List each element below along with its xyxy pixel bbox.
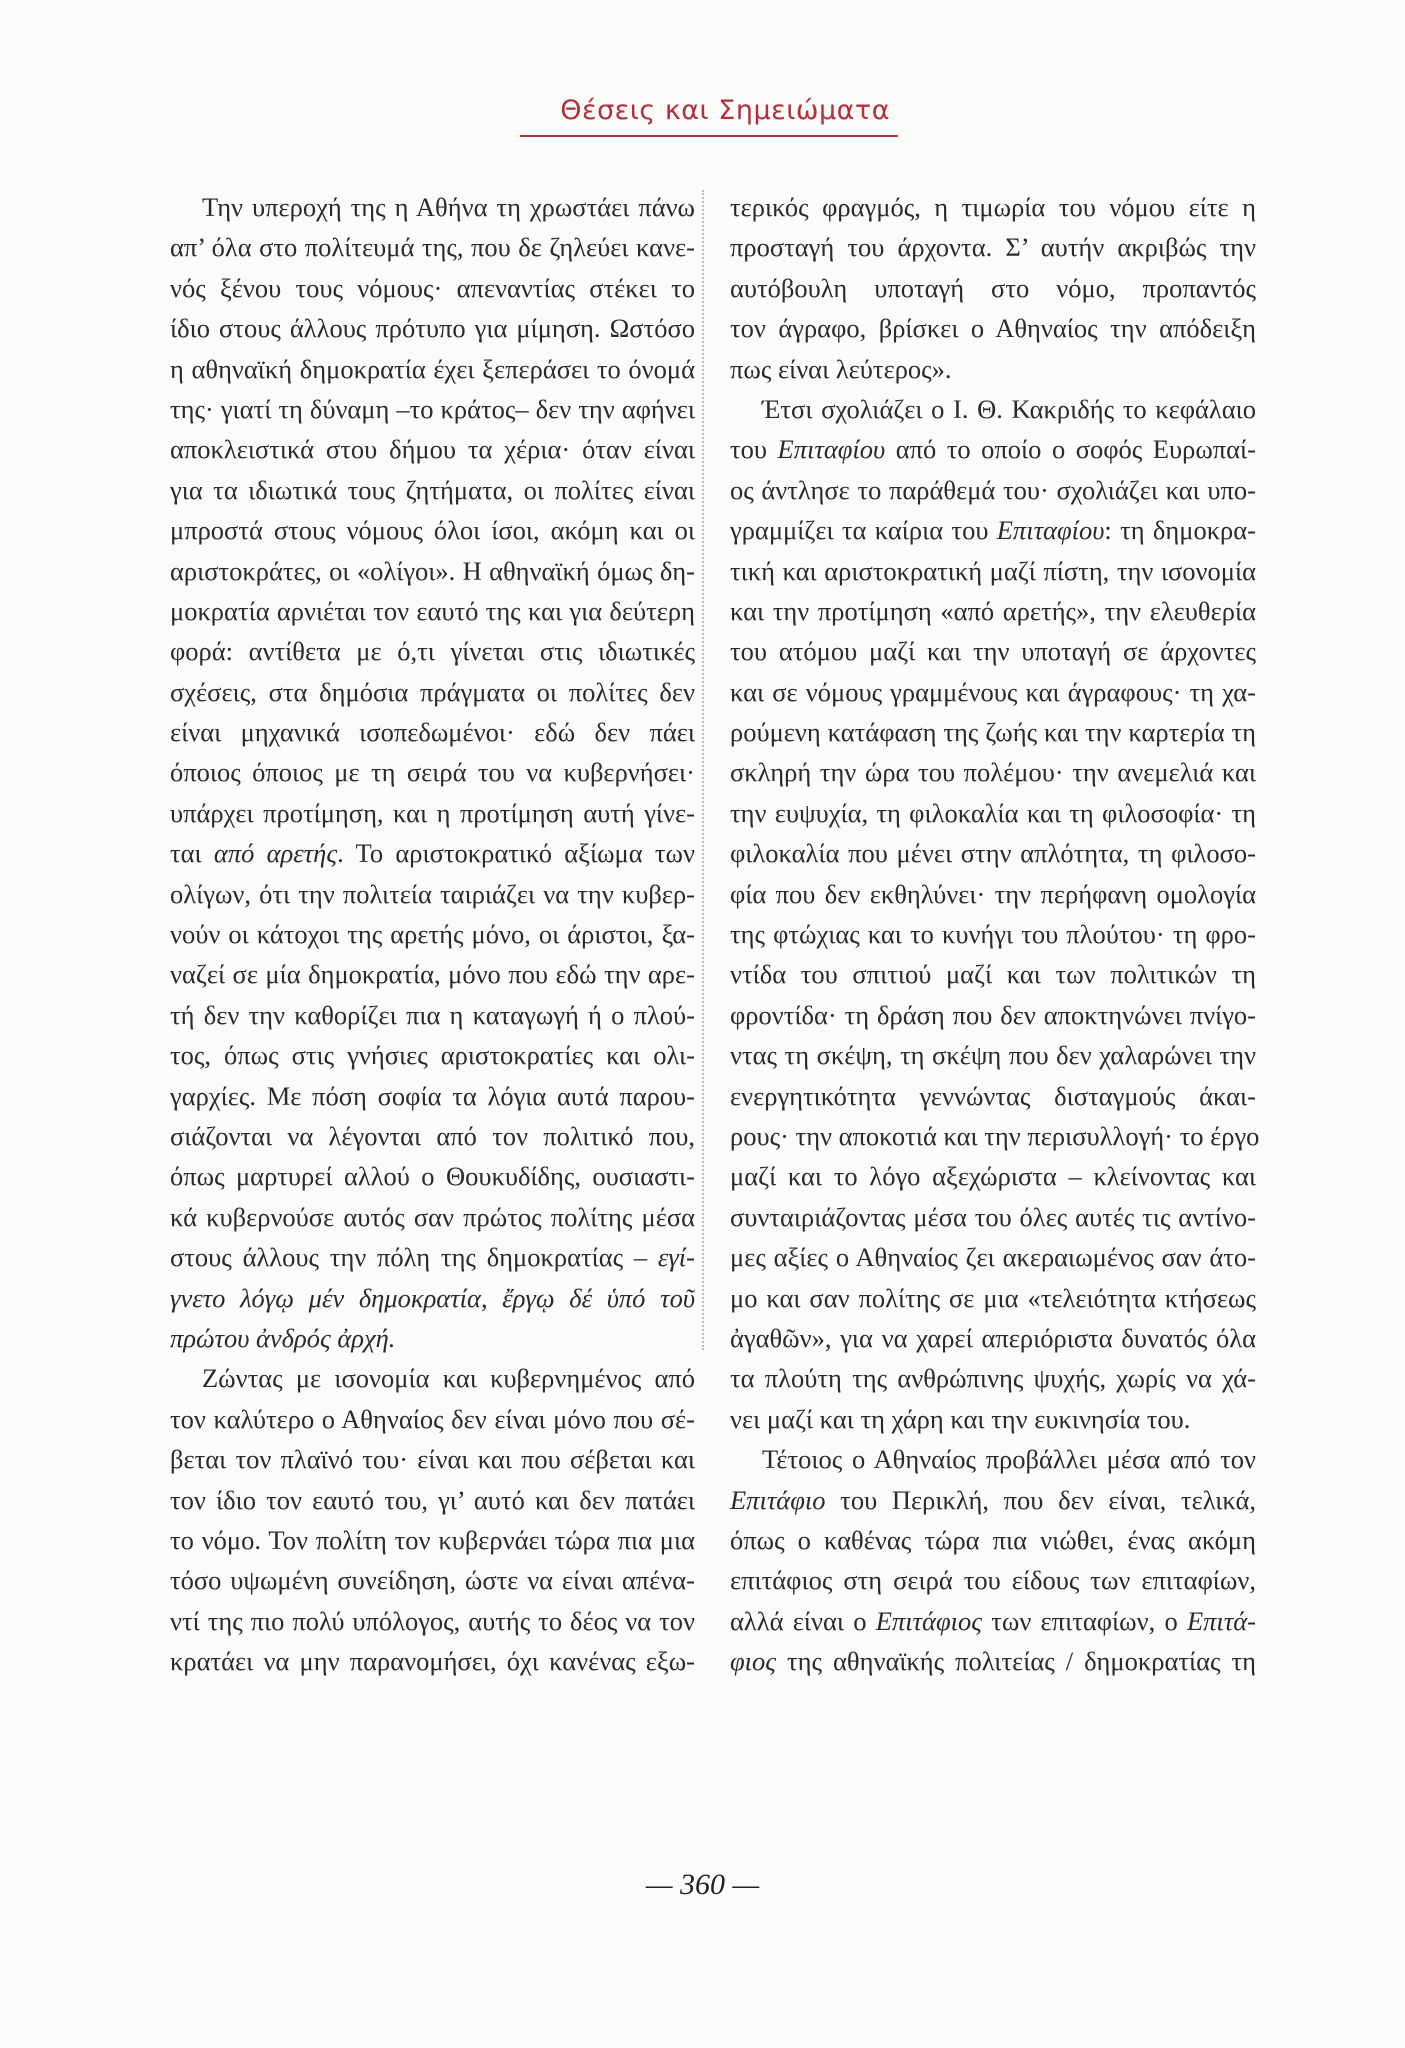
text-segment: για τα ιδιωτικά τους ζητήματα, οι πολίτες είναι (170, 474, 695, 505)
text-segment: από το οποίο ο σοφός Ευρωπαί- (885, 434, 1256, 465)
text-segment: μες αξίες ο Αθηναίος ζει ακεραιωμένος σαν άτο- (730, 1242, 1256, 1273)
text-segment: την ευψυχία, τη φιλοκαλία και τη φιλοσοφία· τη (730, 797, 1256, 828)
text-segment: φορά: αντίθετα με ό,τι γίνεται στις ιδιωτικές (170, 636, 695, 667)
text-segment: τα πλούτη της ανθρώπινης ψυχής, χωρίς να χά- (730, 1363, 1256, 1394)
text-line (730, 1116, 1260, 1156)
text-segment: : τη δημοκρα- (1104, 515, 1256, 546)
text-segment: κά κυβερνούσε αυτός σαν πρώτος πολίτης μέσα (170, 1201, 695, 1232)
text-line (170, 995, 695, 1035)
text-segment: ντας τη σκέψη, τη σκέψη που δεν χαλαρώνει την (730, 1040, 1256, 1071)
text-line (170, 1116, 695, 1156)
text-segment: αυτόβουλη υποταγή στο νόμο, προπαντός (730, 272, 1256, 303)
text-segment: υπάρχει προτίμηση, και η προτίμηση αυτή γίνε- (170, 797, 695, 828)
italic-text: φιος (730, 1646, 777, 1677)
text-line (170, 227, 695, 267)
text-line (170, 551, 695, 591)
text-segment: Τέτοιος ο Αθηναίος προβάλλει μέσα από τον (762, 1444, 1256, 1475)
text-line (170, 1560, 695, 1600)
italic-text: Επιτά- (1186, 1605, 1256, 1636)
text-segment: τον καλύτερο ο Αθηναίος δεν είναι μόνο που σέ- (170, 1403, 695, 1434)
text-line (170, 833, 695, 873)
text-line (170, 1035, 695, 1075)
text-line (170, 1076, 695, 1116)
text-line (730, 752, 1256, 792)
text-line (170, 268, 695, 308)
text-segment: ρους· την αποκοτιά και την περισυλλογή· το έργο (730, 1120, 1260, 1151)
text-line (170, 1318, 695, 1358)
text-line (730, 1237, 1256, 1277)
text-segment: ἀγαθῶν», για να χαρεί απεριόριστα δυνατός όλα (730, 1322, 1256, 1353)
text-segment: και την προτίμηση «από αρετής», την ελευθερία (730, 595, 1256, 626)
text-line (170, 187, 695, 227)
text-line (170, 1601, 695, 1641)
text-segment: Έτσι σχολιάζει ο Ι. Θ. Κακριδής το κεφάλαιο (762, 393, 1256, 424)
text-segment: . Το αριστοκρατικό αξίωμα των (337, 838, 695, 869)
text-line (170, 954, 695, 994)
text-segment: η αθηναϊκή δημοκρατία έχει ξεπεράσει το όνομά (170, 353, 695, 384)
text-segment: του ατόμου μαζί και την υποταγή σε άρχοντες (730, 636, 1256, 667)
page-number: — 360 — (645, 1868, 760, 1901)
text-line (170, 874, 695, 914)
text-segment: κρατάει να μην παρανομήσει, όχι κανένας εξω- (170, 1646, 695, 1677)
text-line (170, 1641, 695, 1681)
text-line (730, 1076, 1256, 1116)
text-line (730, 1358, 1256, 1398)
text-segment: ρούμενη κατάφαση της ζωής και την καρτερία τη (730, 717, 1256, 748)
text-segment: προσταγή του άρχοντα. Σ’ αυτήν ακριβώς την (730, 232, 1256, 263)
italic-text: Επιτάφιο (730, 1484, 826, 1515)
text-segment: μαζί και το λόγο αξεχώριστα – κλείνοντας και (730, 1161, 1256, 1192)
text-segment: ολίγων, ότι την πολιτεία ταιριάζει να την κυβερ- (170, 878, 695, 909)
text-line (730, 429, 1256, 469)
italic-text: Επιταφίου (996, 515, 1105, 546)
text-segment: γαρχίες. Με πόση σοφία τα λόγια αυτά παρου- (170, 1080, 695, 1111)
italic-text: πρώτου ἀνδρός ἀρχή. (170, 1322, 396, 1353)
text-line (170, 591, 695, 631)
text-segment: τόσο υψωμένη συνείδηση, ώστε να είναι απένα- (170, 1565, 695, 1596)
text-line (730, 914, 1256, 954)
text-segment: ντίδα του σπιτιού μαζί και των πολιτικών τη (730, 959, 1256, 990)
text-line (730, 1035, 1256, 1075)
text-line (730, 1560, 1256, 1600)
text-line (170, 429, 695, 469)
text-segment: τον ίδιο τον εαυτό του, γι’ αυτό και δεν πατάει (170, 1484, 695, 1515)
text-line (730, 1439, 1256, 1479)
text-line (730, 510, 1256, 550)
italic-text: γνετο λόγῳ μέν δημοκρατία, ἔργῳ δέ ὑπό τοῦ (170, 1282, 695, 1313)
text-line (170, 349, 695, 389)
text-line (730, 1520, 1256, 1560)
text-line (170, 308, 695, 348)
text-line (730, 1601, 1256, 1641)
text-segment: σκληρή την ώρα του πολέμου· την ανεμελιά και (730, 757, 1256, 788)
text-segment: βεται τον πλαϊνό του· είναι και που σέβεται και (170, 1444, 695, 1475)
text-segment: γραμμίζει τα καίρια του (730, 515, 997, 546)
text-line (170, 1197, 695, 1237)
text-segment: της αθηναϊκής πολιτείας / δημοκρατίας τη (776, 1646, 1256, 1677)
text-line (170, 1156, 695, 1196)
text-segment: αποκλειστικά στου δήμου τα χέρια· όταν είναι (170, 434, 695, 465)
text-segment: νει μαζί και τη χάρη και την ευκινησία του. (730, 1403, 1191, 1434)
text-line (730, 793, 1256, 833)
text-segment: μοκρατία αρνιέται τον εαυτό της και για δεύτερη (170, 595, 695, 626)
text-segment: της· γιατί τη δύναμη –το κράτος– δεν την αφήνει (170, 393, 695, 424)
text-line (730, 833, 1256, 873)
italic-text: εγί- (657, 1242, 695, 1273)
text-line (730, 470, 1256, 510)
text-segment: φία που δεν εκθηλύνει· την περήφανη ομολογία (730, 878, 1256, 909)
text-segment: τή δεν την καθορίζει πια η καταγωγή ή ο πλού- (170, 999, 695, 1030)
text-line (170, 672, 695, 712)
text-line (170, 752, 695, 792)
text-segment: φιλοκαλία που μένει στην απλότητα, τη φιλοσο- (730, 838, 1256, 869)
column-divider (702, 190, 704, 1350)
right-text-column (730, 187, 1260, 1681)
text-segment: του Περικλή, που δεν είναι, τελικά, (825, 1484, 1256, 1515)
text-line (730, 672, 1256, 712)
text-line (730, 1318, 1256, 1358)
text-line (730, 349, 1256, 389)
text-line (730, 187, 1256, 227)
text-line (170, 914, 695, 954)
text-line (170, 1399, 695, 1439)
text-line (730, 995, 1256, 1035)
text-segment: του (730, 434, 778, 465)
text-line (730, 1480, 1256, 1520)
text-segment: ίδιο στους άλλους πρότυπο για μίμηση. Ωστόσο (170, 313, 695, 344)
italic-text: από αρετής (213, 838, 338, 869)
text-segment: και σε νόμους γραμμένους και άγραφους· τη χα- (730, 676, 1256, 707)
italic-text: Επιταφίου (777, 434, 886, 465)
text-line (730, 551, 1256, 591)
text-line (730, 308, 1256, 348)
text-segment: είναι μηχανικά ισοπεδωμένοι· εδώ δεν πάει (170, 717, 695, 748)
text-segment: των επιταφίων, ο (981, 1605, 1187, 1636)
left-text-column (170, 187, 695, 1681)
text-segment: Την υπεροχή της η Αθήνα τη χρωστάει πάνω (202, 192, 695, 222)
text-segment: το νόμο. Τον πολίτη τον κυβερνάει τώρα πια μια (170, 1524, 695, 1555)
text-line (730, 227, 1256, 267)
text-segment: όπως μαρτυρεί αλλού ο Θουκυδίδης, ουσιαστι- (170, 1161, 695, 1192)
text-line (170, 1358, 695, 1398)
text-segment: αριστοκράτες, οι «ολίγοι». Η αθηναϊκή όμως δη- (170, 555, 695, 586)
text-segment: μο και σαν πολίτης σε μια «τελειότητα κτήσεως (730, 1282, 1256, 1313)
text-segment: ντί της πιο πολύ υπόλογος, αυτής το δέος να τον (170, 1605, 695, 1636)
text-segment: όπως ο καθένας τώρα πια νιώθει, ένας ακόμη (730, 1524, 1256, 1555)
text-line (730, 1156, 1256, 1196)
text-line (170, 510, 695, 550)
text-segment: αλλά είναι ο (730, 1605, 876, 1636)
text-line (170, 793, 695, 833)
text-segment: νός ξένου τους νόμους· απεναντίας στέκει το (170, 272, 695, 303)
text-segment: τον άγραφο, βρίσκει ο Αθηναίος την απόδειξη (730, 313, 1256, 344)
text-line (730, 712, 1256, 752)
text-segment: επιτάφιος στη σειρά του είδους των επιταφίων, (730, 1565, 1256, 1596)
text-line (170, 470, 695, 510)
text-segment: ος άντλησε το παράθεμά του· σχολιάζει και υπο- (730, 474, 1256, 505)
text-line (170, 1237, 695, 1277)
text-line (730, 954, 1256, 994)
text-line (170, 1278, 695, 1318)
text-line (170, 1480, 695, 1520)
text-segment: σιάζονται να λέγονται από τον πολιτικό που, (170, 1120, 695, 1151)
text-segment: φροντίδα· τη δράση που δεν αποκτηνώνει πνίγο- (730, 999, 1256, 1030)
text-line (730, 591, 1256, 631)
text-line (730, 268, 1256, 308)
text-segment: τερικός φραγμός, η τιμωρία του νόμου είτε η (730, 192, 1256, 222)
text-segment: απ’ όλα στο πολίτευμά της, που δε ζηλεύει κανε- (170, 232, 695, 263)
text-line (170, 712, 695, 752)
text-line (170, 631, 695, 671)
text-segment: στους άλλους την πόλη της δημοκρατίας – (170, 1242, 658, 1273)
running-header: Θέσεις και Σημειώματα (560, 95, 890, 126)
text-segment: Ζώντας με ισονομία και κυβερνημένος από (202, 1363, 695, 1394)
text-line (730, 1399, 1256, 1439)
text-segment: ναζεί σε μία δημοκρατία, μόνο που εδώ την αρε- (170, 959, 695, 990)
text-line (170, 389, 695, 429)
text-segment: συνταιριάζοντας μέσα του όλες αυτές τις αντίνο- (730, 1201, 1256, 1232)
text-segment: μπροστά στους νόμους όλοι ίσοι, ακόμη και οι (170, 515, 695, 546)
text-line (730, 874, 1256, 914)
text-line (730, 631, 1256, 671)
italic-text: Επιτάφιος (875, 1605, 982, 1636)
header-underline (520, 135, 898, 137)
text-segment: τική και αριστοκρατική μαζί πίστη, την ισονομία (730, 555, 1256, 586)
text-line (730, 1641, 1256, 1681)
text-line (730, 389, 1256, 429)
text-line (730, 1278, 1256, 1318)
text-line (170, 1520, 695, 1560)
text-line (170, 1439, 695, 1479)
text-segment: πως είναι λεύτερος». (730, 353, 952, 384)
text-segment: ενεργητικότητα γεννώντας δισταγμούς άκαι- (730, 1080, 1256, 1111)
text-segment: ται (170, 838, 214, 869)
text-line (730, 1197, 1256, 1237)
text-segment: τος, όπως στις γνήσιες αριστοκρατίες και ολι- (170, 1040, 695, 1071)
text-segment: όποιος όποιος με τη σειρά του να κυβερνήσει· (170, 757, 695, 788)
text-segment: νούν οι κάτοχοι της αρετής μόνο, οι άριστοι, ξα- (170, 919, 695, 950)
text-segment: σχέσεις, στα δημόσια πράγματα οι πολίτες δεν (170, 676, 695, 707)
text-segment: της φτώχιας και το κυνήγι του πλούτου· τη φρο- (730, 919, 1256, 950)
